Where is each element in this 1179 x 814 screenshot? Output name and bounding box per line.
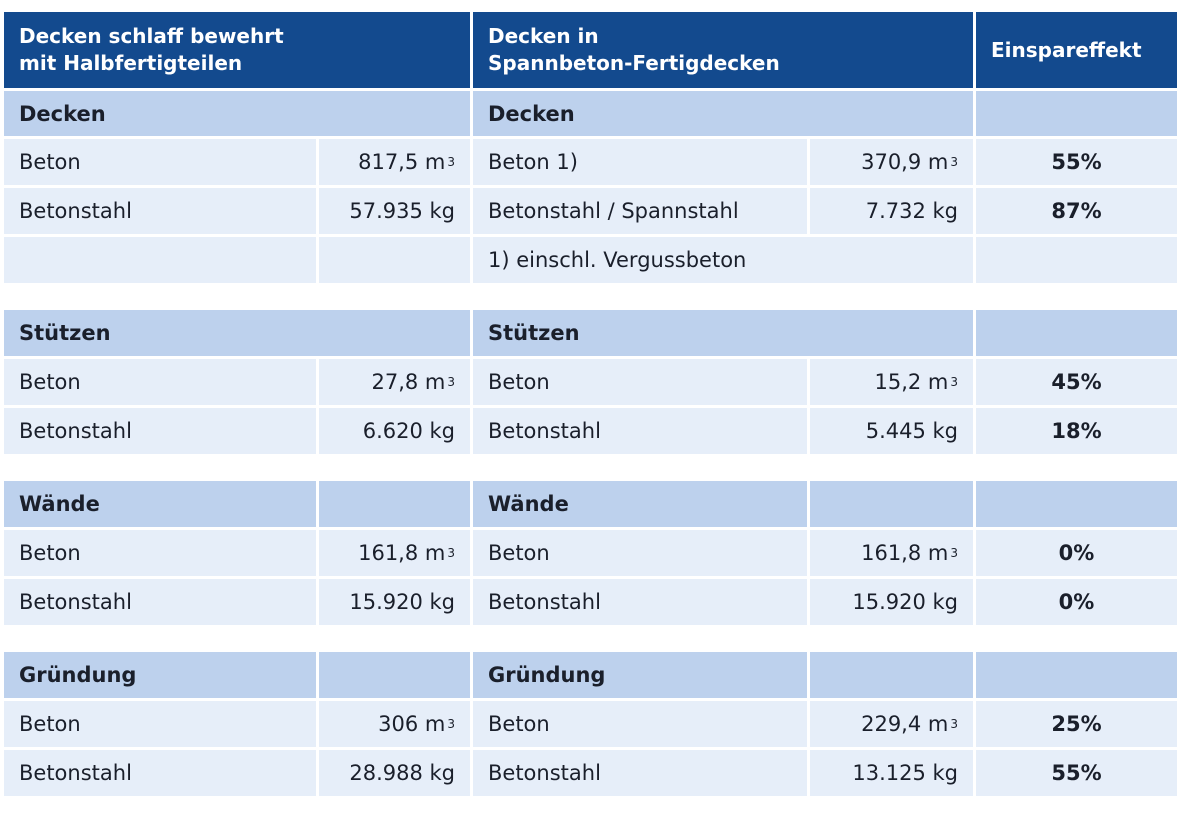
table-row <box>4 359 1177 405</box>
right-value: 15.920 kg <box>810 579 973 625</box>
right-label: Beton 1) <box>473 139 807 185</box>
table-row <box>4 188 1177 234</box>
table-row <box>4 408 1177 454</box>
cubic-superscript: 3 <box>950 155 958 169</box>
table-row <box>4 701 1177 747</box>
header-left-line1: Decken schlaff bewehrt <box>19 24 284 48</box>
cubic-superscript: 3 <box>950 717 958 731</box>
cubic-superscript: 3 <box>447 546 455 560</box>
left-label: Beton <box>4 530 316 576</box>
right-label: Betonstahl <box>473 750 807 796</box>
saving-value: 55% <box>976 750 1177 796</box>
footnote: 1) einschl. Vergussbeton <box>473 237 973 283</box>
section-blank <box>319 652 470 698</box>
cubic-superscript: 3 <box>950 375 958 389</box>
saving-value: 0% <box>976 530 1177 576</box>
right-label: Beton <box>473 359 807 405</box>
right-value: 229,4 m 3 <box>810 701 973 747</box>
left-value: 15.920 kg <box>319 579 470 625</box>
section-left-title: Wände <box>4 481 316 527</box>
section-blank <box>319 481 470 527</box>
right-label: Beton <box>473 530 807 576</box>
blank-cell <box>4 237 316 283</box>
section-right-title: Gründung <box>473 652 807 698</box>
right-label: Betonstahl / Spannstahl <box>473 188 807 234</box>
right-value: 5.445 kg <box>810 408 973 454</box>
table-row <box>4 579 1177 625</box>
footnote-row <box>4 237 1177 283</box>
table-row <box>4 750 1177 796</box>
section-title-row <box>4 310 1177 356</box>
right-value: 15,2 m 3 <box>810 359 973 405</box>
section-blank <box>810 652 973 698</box>
section-right-title: Decken <box>473 91 973 136</box>
right-label: Beton <box>473 701 807 747</box>
left-value: 306 m 3 <box>319 701 470 747</box>
header-mid-line1: Decken in <box>488 24 599 48</box>
blank-cell <box>319 237 470 283</box>
left-value: 27,8 m 3 <box>319 359 470 405</box>
cubic-superscript: 3 <box>447 155 455 169</box>
header-left-line2: mit Halbfertigteilen <box>19 51 243 75</box>
header-left <box>4 12 470 88</box>
section-right-title: Stützen <box>473 310 973 356</box>
header-mid <box>473 12 973 88</box>
saving-value: 18% <box>976 408 1177 454</box>
section-saving-blank <box>976 91 1177 136</box>
left-value: 817,5 m 3 <box>319 139 470 185</box>
cubic-superscript: 3 <box>447 375 455 389</box>
right-value: 370,9 m 3 <box>810 139 973 185</box>
section-right-title: Wände <box>473 481 807 527</box>
saving-value: 55% <box>976 139 1177 185</box>
left-label: Betonstahl <box>4 750 316 796</box>
saving-value: 0% <box>976 579 1177 625</box>
left-value: 28.988 kg <box>319 750 470 796</box>
section-saving-blank <box>976 652 1177 698</box>
left-label: Beton <box>4 359 316 405</box>
left-value: 57.935 kg <box>319 188 470 234</box>
saving-value: 25% <box>976 701 1177 747</box>
left-label: Beton <box>4 701 316 747</box>
right-label: Betonstahl <box>473 579 807 625</box>
right-value: 13.125 kg <box>810 750 973 796</box>
section-saving-blank <box>976 481 1177 527</box>
saving-value: 87% <box>976 188 1177 234</box>
left-label: Betonstahl <box>4 579 316 625</box>
left-value: 6.620 kg <box>319 408 470 454</box>
blank-cell <box>976 237 1177 283</box>
section-title-row <box>4 91 1177 136</box>
left-value: 161,8 m 3 <box>319 530 470 576</box>
section-title-row <box>4 481 1177 527</box>
section-left-title: Decken <box>4 91 470 136</box>
table-header <box>4 12 1177 88</box>
table-row <box>4 139 1177 185</box>
section-title-row <box>4 652 1177 698</box>
left-label: Betonstahl <box>4 408 316 454</box>
right-label: Betonstahl <box>473 408 807 454</box>
header-mid-line2: Spannbeton-Fertigdecken <box>488 51 780 75</box>
section-left-title: Gründung <box>4 652 316 698</box>
header-right <box>976 12 1177 88</box>
right-value: 161,8 m 3 <box>810 530 973 576</box>
right-value: 7.732 kg <box>810 188 973 234</box>
left-label: Betonstahl <box>4 188 316 234</box>
section-left-title: Stützen <box>4 310 470 356</box>
cubic-superscript: 3 <box>950 546 958 560</box>
section-saving-blank <box>976 310 1177 356</box>
section-blank <box>810 481 973 527</box>
saving-value: 45% <box>976 359 1177 405</box>
table-row <box>4 530 1177 576</box>
header-saving-label: Einspareffekt <box>991 37 1142 62</box>
cubic-superscript: 3 <box>447 717 455 731</box>
left-label: Beton <box>4 139 316 185</box>
